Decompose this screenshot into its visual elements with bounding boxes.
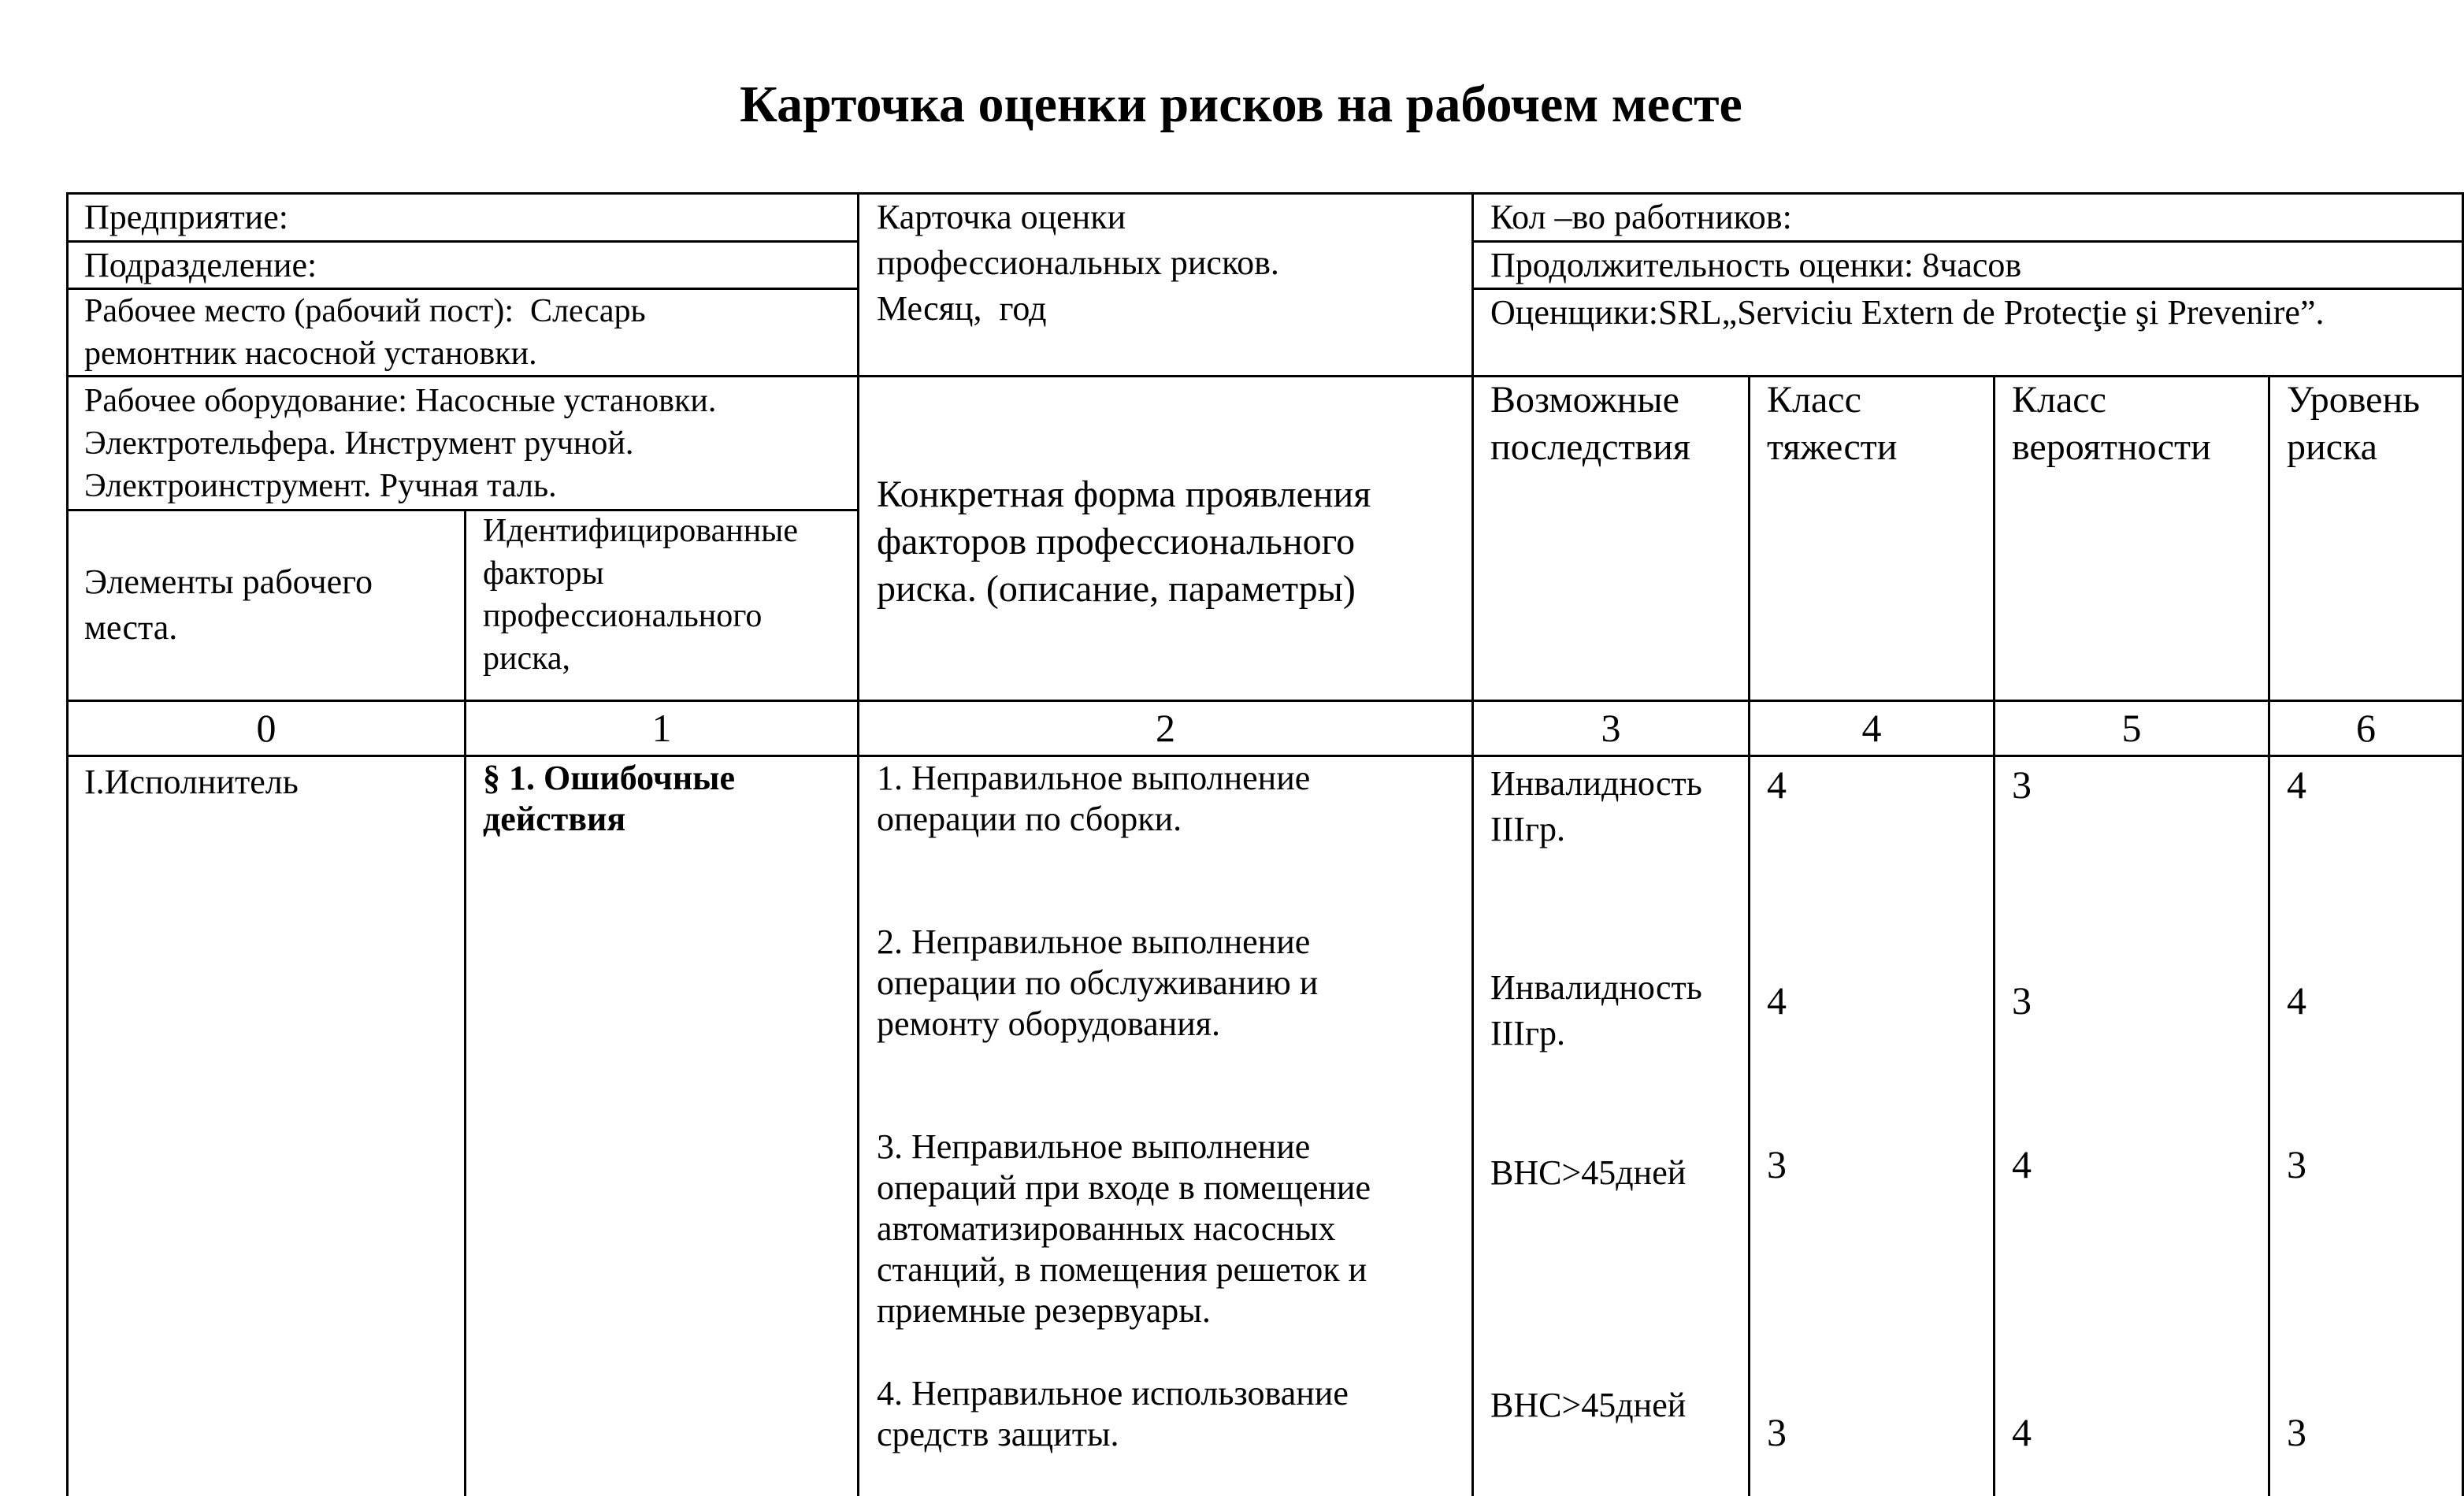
table-rule [66, 755, 2464, 757]
risk-description: 2. Неправильное выполнение операции по обслуживанию и ремонту оборудования. [877, 922, 1319, 1043]
column-number: 2 [1156, 706, 1175, 750]
workers-count-label: Кол –во работников: [1490, 198, 1792, 236]
severity-class: 3 [1767, 1410, 1787, 1454]
column-number: 6 [2356, 706, 2376, 750]
table-col-divider [1471, 192, 1474, 1496]
risk-level: 3 [2287, 1142, 2306, 1186]
risk-description: 1. Неправильное выполнение операции по сборки. [877, 759, 1311, 838]
column-header-severity: Класс тяжести [1767, 379, 1898, 468]
document-title: Карточка оценки рисков на рабочем месте [740, 76, 1742, 133]
risk-description: 3. Неправильное выполнение операций при входе в помещение автоматизированных насосных станций, в помещения решеток и приемные резервуары. [877, 1127, 1371, 1330]
risk-description: 4. Неправильное использование средств защиты. [877, 1374, 1349, 1453]
risk-level: 4 [2287, 763, 2306, 807]
card-info: Карточка оценки профессиональных рисков. Месяц, год [877, 198, 1279, 328]
column-number: 3 [1601, 706, 1621, 750]
probability-class: 4 [2012, 1410, 2032, 1454]
probability-class: 3 [2012, 763, 2032, 807]
column-header-probability: Класс вероятности [2012, 379, 2211, 468]
column-header-risk-level: Уровень риска [2287, 379, 2421, 468]
column-number: 4 [1861, 706, 1882, 750]
factor-heading: § 1. Ошибочные действия [483, 759, 736, 838]
severity-class: 3 [1767, 1142, 1787, 1186]
risk-level: 4 [2287, 978, 2306, 1023]
risk-consequence: Инвалидность IIIгр. [1490, 764, 1702, 848]
assessment-duration: Продолжительность оценки: 8часов [1490, 246, 2022, 284]
column-number: 0 [256, 706, 276, 750]
table-col-divider [1993, 375, 1995, 1496]
risk-consequence: Инвалидность IIIгр. [1490, 968, 1702, 1052]
equipment-label: Рабочее оборудование: Насосные установки. Электротельфера. Инструмент ручной. Электроинструмент. Ручная таль. [84, 383, 717, 504]
column-header-form: Конкретная форма проявления факторов профессионального риска. (описание, параметры) [877, 473, 1371, 610]
column-header-elements: Элементы рабочего места. [84, 562, 373, 647]
severity-class: 4 [1767, 763, 1787, 807]
work-element: I.Исполнитель [84, 763, 299, 801]
probability-class: 3 [2012, 978, 2032, 1023]
severity-class: 4 [1767, 978, 1787, 1023]
column-header-factors: Идентифицированные факторы профессионального риска, [483, 513, 799, 677]
workplace-label: Рабочее место (рабочий пост): Слесарь ремонтник насосной установки. [84, 293, 646, 372]
table-rule [66, 700, 2464, 702]
assessors-label: Оценщики:SRL„Serviciu Extern de Protecţie şi Prevenire”. [1490, 293, 2325, 332]
column-number: 1 [651, 706, 672, 750]
risk-consequence: ВНС>45дней [1490, 1386, 1687, 1424]
table-border-left [66, 192, 69, 1496]
table-col-divider [464, 509, 466, 1496]
table-col-divider [1748, 375, 1750, 1496]
enterprise-label: Предприятие: [84, 198, 288, 236]
risk-consequence: ВНС>45дней [1490, 1153, 1687, 1192]
subdivision-label: Подразделение: [84, 246, 317, 284]
table-col-divider [2268, 375, 2270, 1496]
probability-class: 4 [2012, 1142, 2032, 1186]
table-col-divider [857, 192, 859, 1496]
column-number: 5 [2121, 706, 2142, 750]
risk-level: 3 [2287, 1410, 2306, 1454]
column-header-consequences: Возможные последствия [1490, 379, 1690, 468]
